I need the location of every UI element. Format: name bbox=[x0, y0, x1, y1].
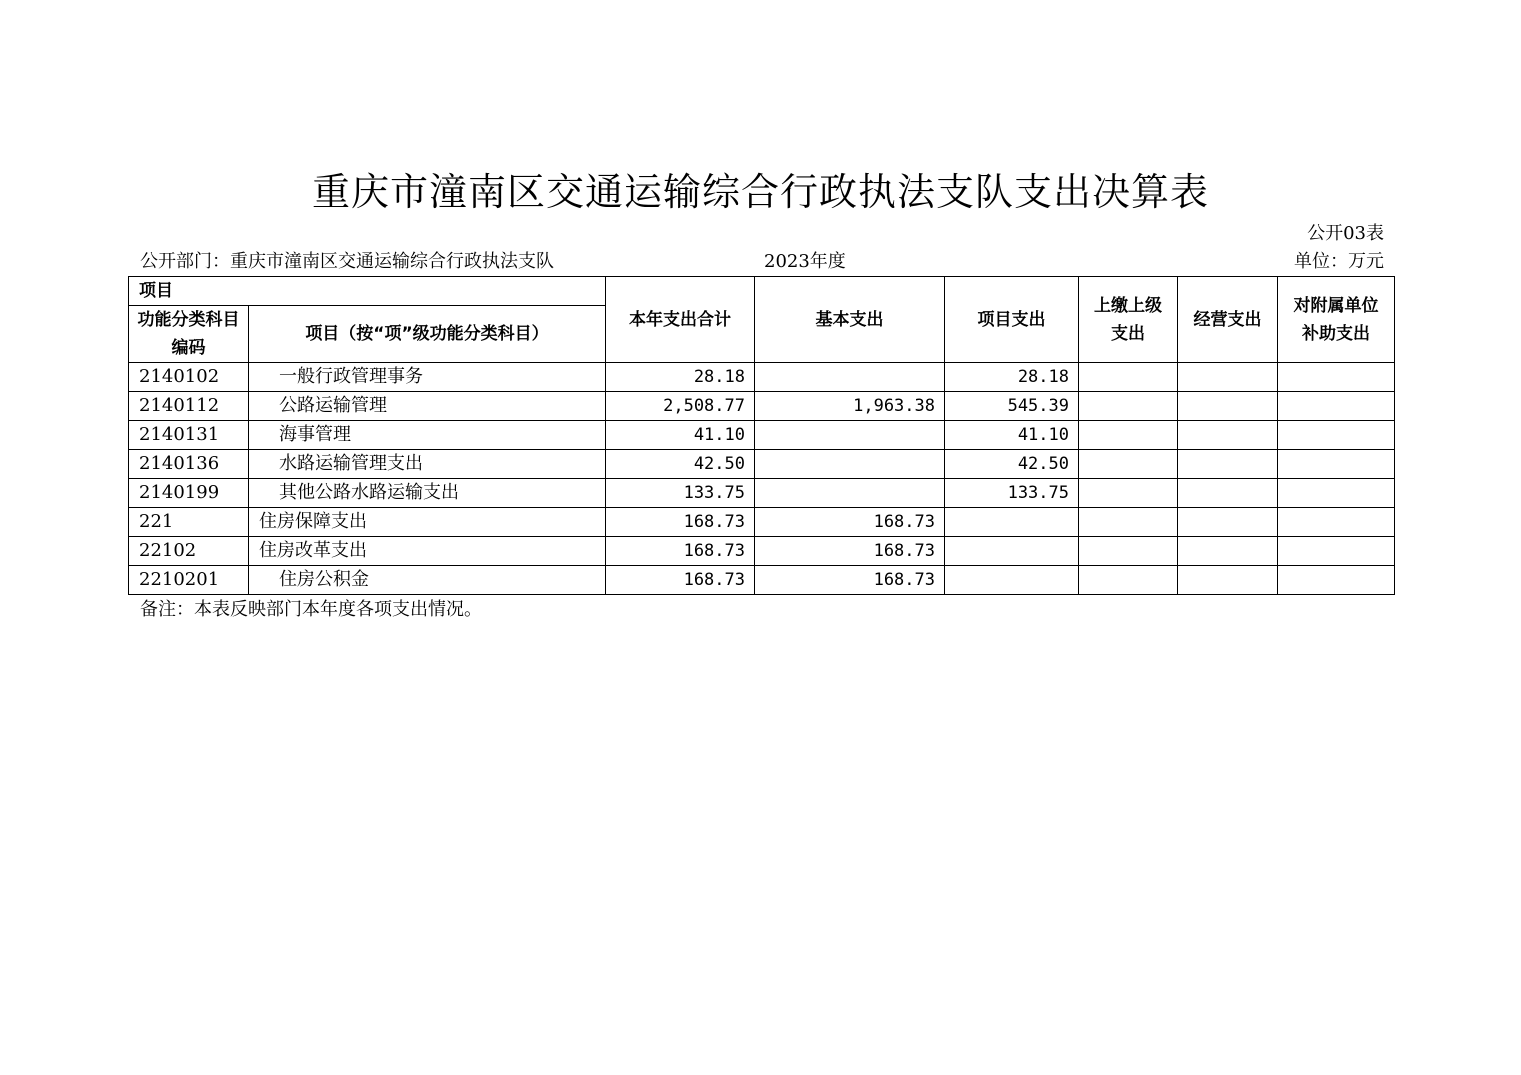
header-basic: 基本支出 bbox=[755, 277, 945, 363]
form-number: 公开03表 bbox=[1307, 223, 1384, 244]
row-total: 168.73 bbox=[606, 566, 755, 595]
row-basic: 168.73 bbox=[755, 566, 945, 595]
header-project-group: 项目 bbox=[129, 277, 606, 306]
row-basic: 1,963.38 bbox=[755, 392, 945, 421]
row-code: 2140199 bbox=[129, 479, 249, 508]
table-row bbox=[129, 566, 1395, 595]
row-subsidy bbox=[1278, 421, 1395, 450]
row-code: 22102 bbox=[129, 537, 249, 566]
row-subsidy bbox=[1278, 479, 1395, 508]
row-basic bbox=[755, 363, 945, 392]
row-total: 41.10 bbox=[606, 421, 755, 450]
table-row bbox=[129, 363, 1395, 392]
header-project: 项目支出 bbox=[945, 277, 1079, 363]
row-total: 2,508.77 bbox=[606, 392, 755, 421]
row-total: 168.73 bbox=[606, 508, 755, 537]
row-basic: 168.73 bbox=[755, 508, 945, 537]
row-project: 133.75 bbox=[945, 479, 1079, 508]
row-code: 2140131 bbox=[129, 421, 249, 450]
header-remit: 上缴上级支出 bbox=[1079, 277, 1178, 363]
table-row bbox=[129, 421, 1395, 450]
row-project bbox=[945, 566, 1079, 595]
header-code: 功能分类科目编码 bbox=[129, 306, 249, 363]
table-row bbox=[129, 537, 1395, 566]
row-operation bbox=[1178, 450, 1278, 479]
row-basic bbox=[755, 450, 945, 479]
row-operation bbox=[1178, 479, 1278, 508]
meta-row bbox=[140, 250, 1384, 274]
row-project bbox=[945, 537, 1079, 566]
row-operation bbox=[1178, 392, 1278, 421]
row-subsidy bbox=[1278, 450, 1395, 479]
table-row bbox=[129, 479, 1395, 508]
row-remit bbox=[1079, 508, 1178, 537]
page-title: 重庆市潼南区交通运输综合行政执法支队支出决算表 bbox=[311, 170, 1209, 214]
row-remit bbox=[1079, 537, 1178, 566]
row-subsidy bbox=[1278, 508, 1395, 537]
row-code: 2140102 bbox=[129, 363, 249, 392]
row-project bbox=[945, 508, 1079, 537]
header-name: 项目（按“项”级功能分类科目） bbox=[249, 306, 606, 363]
unit-label: 单位：万元 bbox=[1294, 251, 1384, 272]
row-code: 2210201 bbox=[129, 566, 249, 595]
row-total: 28.18 bbox=[606, 363, 755, 392]
row-remit bbox=[1079, 479, 1178, 508]
row-remit bbox=[1079, 363, 1178, 392]
row-name: 其他公路水路运输支出 bbox=[249, 479, 606, 508]
row-total: 168.73 bbox=[606, 537, 755, 566]
row-basic bbox=[755, 479, 945, 508]
row-name: 住房改革支出 bbox=[249, 537, 606, 566]
table-row bbox=[129, 508, 1395, 537]
row-name: 一般行政管理事务 bbox=[249, 363, 606, 392]
row-project: 42.50 bbox=[945, 450, 1079, 479]
row-remit bbox=[1079, 392, 1178, 421]
row-remit bbox=[1079, 566, 1178, 595]
row-name: 公路运输管理 bbox=[249, 392, 606, 421]
row-name: 水路运输管理支出 bbox=[249, 450, 606, 479]
header-subsidy: 对附属单位补助支出 bbox=[1278, 277, 1395, 363]
row-operation bbox=[1178, 508, 1278, 537]
row-remit bbox=[1079, 450, 1178, 479]
row-operation bbox=[1178, 421, 1278, 450]
row-total: 42.50 bbox=[606, 450, 755, 479]
row-total: 133.75 bbox=[606, 479, 755, 508]
row-subsidy bbox=[1278, 392, 1395, 421]
expenditure-table bbox=[128, 276, 1395, 595]
table-row bbox=[129, 392, 1395, 421]
row-code: 2140112 bbox=[129, 392, 249, 421]
table-row bbox=[129, 450, 1395, 479]
header-total: 本年支出合计 bbox=[606, 277, 755, 363]
row-operation bbox=[1178, 363, 1278, 392]
row-remit bbox=[1079, 421, 1178, 450]
row-operation bbox=[1178, 537, 1278, 566]
row-project: 545.39 bbox=[945, 392, 1079, 421]
row-basic bbox=[755, 421, 945, 450]
row-name: 住房公积金 bbox=[249, 566, 606, 595]
row-project: 28.18 bbox=[945, 363, 1079, 392]
row-subsidy bbox=[1278, 363, 1395, 392]
fiscal-year: 2023年度 bbox=[764, 251, 846, 272]
row-code: 2140136 bbox=[129, 450, 249, 479]
row-project: 41.10 bbox=[945, 421, 1079, 450]
row-basic: 168.73 bbox=[755, 537, 945, 566]
row-code: 221 bbox=[129, 508, 249, 537]
department-label: 公开部门：重庆市潼南区交通运输综合行政执法支队 bbox=[140, 251, 554, 272]
row-subsidy bbox=[1278, 566, 1395, 595]
footnote: 备注：本表反映部门本年度各项支出情况。 bbox=[140, 599, 482, 620]
row-subsidy bbox=[1278, 537, 1395, 566]
header-operation: 经营支出 bbox=[1178, 277, 1278, 363]
row-name: 海事管理 bbox=[249, 421, 606, 450]
row-operation bbox=[1178, 566, 1278, 595]
row-name: 住房保障支出 bbox=[249, 508, 606, 537]
